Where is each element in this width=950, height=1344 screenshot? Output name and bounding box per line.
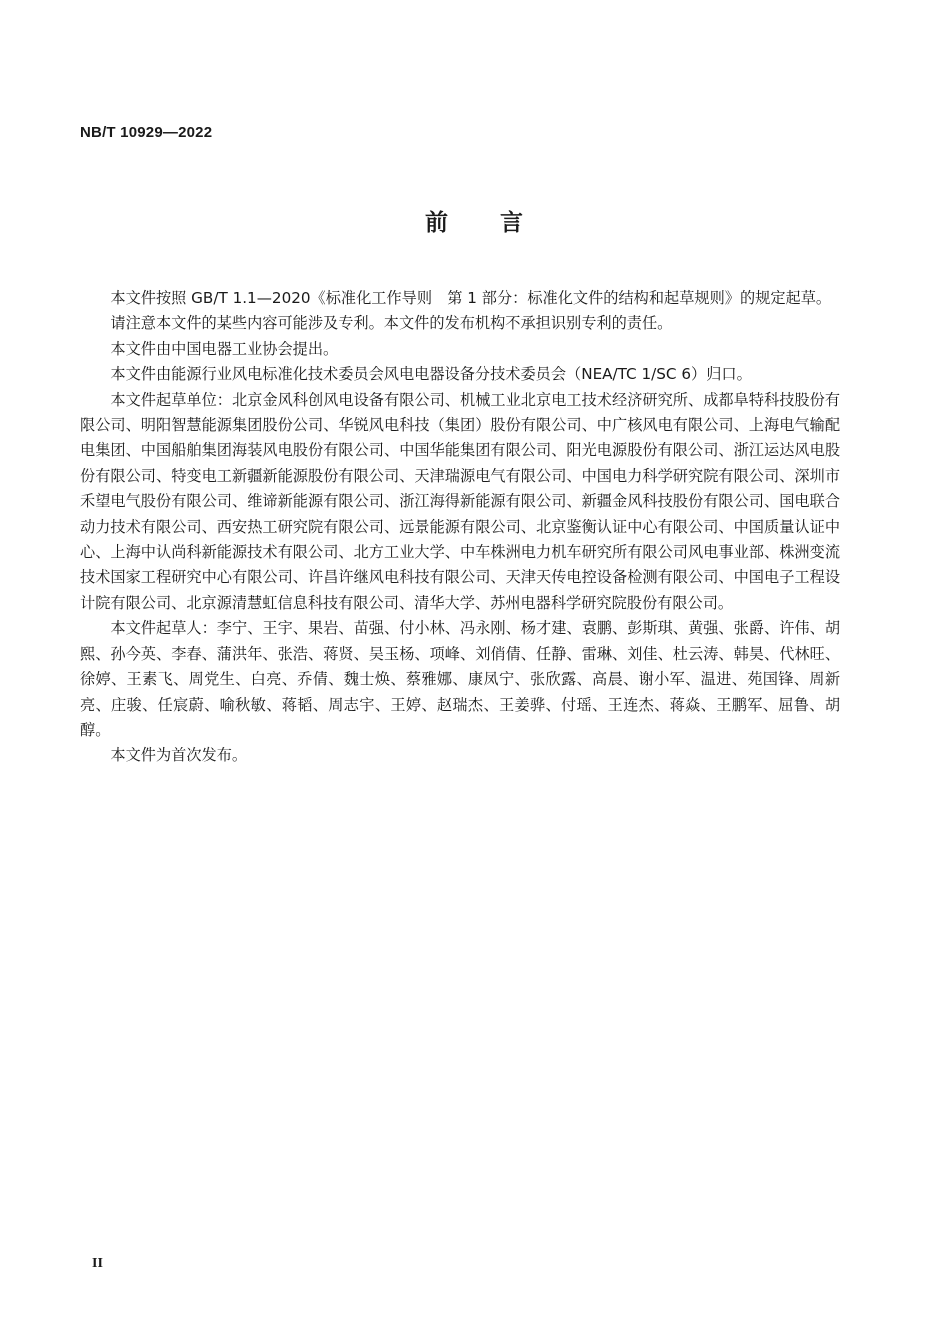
paragraph-proposer: 本文件由中国电器工业协会提出。 <box>110 339 339 358</box>
standard-number: NB/T 10929—2022 <box>80 124 213 141</box>
paragraph-first-release: 本文件为首次发布。 <box>110 746 248 765</box>
title-char-1: 前 <box>425 210 450 236</box>
title-char-2: 言 <box>500 210 525 236</box>
paragraph-technical-committee: 本文件由能源行业风电标准化技术委员会风电电器设备分技术委员会（NEA/TC 1/SC 6）归口。 <box>110 365 752 384</box>
paragraph-drafting-units: 本文件起草单位：北京金风科创风电设备有限公司、机械工业北京电工技术经济研究所、成都阜特科技股份有限公司、明阳智慧能源集团股份公司、华锐风电科技（集团）股份有限公司、中广核风电有限公司、上海电气输配电集团、中国船舶集团海装风电股份有限公司、中国华能集团有限公司、阳光电源股份有限公司、浙江运达风电股份有限公司、特变电工新疆新能源股份有限公司、天津瑞源电气有限公司、中国电力科学研究院有限公司、深圳市禾望电气股份有限公司、维谛新能源有限公司、浙江海得新能源有限公司、新疆金风科技股份有限公司、国电联合动力技术有限公司、西安热工研究院有限公司、远景能源有限公司、北京鉴衡认证中心有限公司、中国质量认证中心、上海中认尚科新能源技术有限公司、北方工业大学、中车株洲电力机车研究所有限公司风电事业部、株洲变流技术国家工程研究中心有限公司、许昌许继风电科技有限公司、天津天传电控设备检测有限公司、中国电子工程设计院有限公司、北京源清慧虹信息科技有限公司、清华大学、苏州电器科学研究院股份有限公司。 <box>80 390 840 612</box>
page-number: II <box>92 1256 103 1271</box>
paragraph-drafters: 本文件起草人：李宁、王宇、果岩、苗强、付小林、冯永刚、杨才建、袁鹏、彭斯琪、黄强、张爵、许伟、胡熙、孙今英、李春、蒲洪年、张浩、蒋贤、吴玉杨、项峰、刘俏倩、任静、雷琳、刘佳、杜云涛、韩昊、代林旺、徐婷、王素飞、周党生、白亮、乔倩、魏士焕、蔡雅娜、康凤宁、张欣露、高晨、谢小军、温进、苑国锋、周新亮、庄骏、任宸蔚、喻秋敏、蒋韬、周志宇、王婷、赵瑞杰、王姜骅、付瑶、王连杰、蒋焱、王鹏军、屈鲁、胡醇。 <box>80 619 840 739</box>
foreword-body <box>80 286 840 769</box>
page-title <box>0 204 950 237</box>
paragraph-drafting-rules: 本文件按照 GB/T 1.1—2020《标准化工作导则 第 1 部分：标准化文件的结构和起草规则》的规定起草。 <box>110 289 832 307</box>
paragraph-patent-notice: 请注意本文件的某些内容可能涉及专利。本文件的发布机构不承担识别专利的责任。 <box>110 314 673 333</box>
